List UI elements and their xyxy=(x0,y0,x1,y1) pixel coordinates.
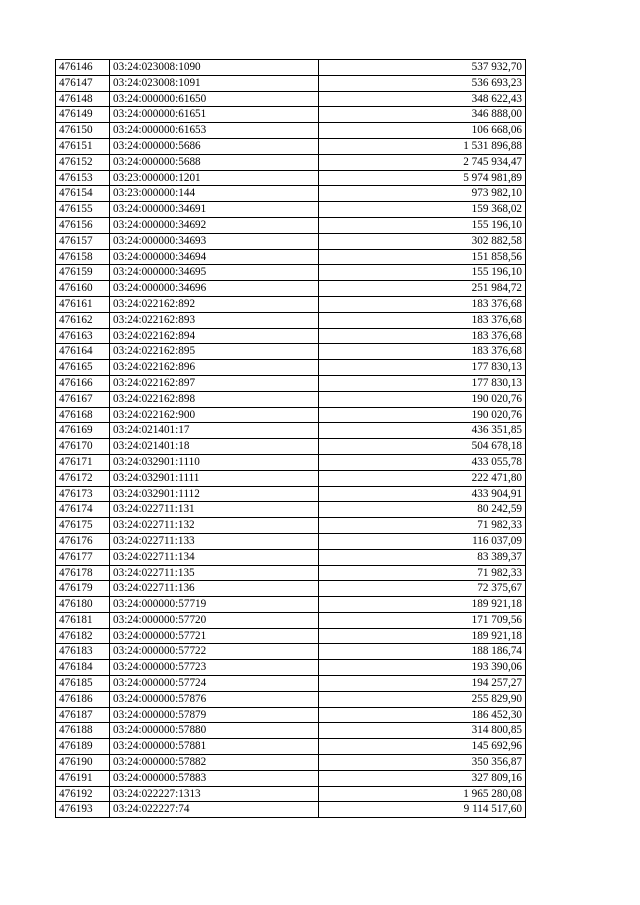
cadastral-value-cell: 116 037,09 xyxy=(319,533,526,549)
cadastral-value-cell: 183 376,68 xyxy=(319,312,526,328)
row-number-cell: 476181 xyxy=(56,612,110,628)
table-row xyxy=(56,296,526,312)
row-number-cell: 476157 xyxy=(56,233,110,249)
table-row xyxy=(56,107,526,123)
table-row xyxy=(56,581,526,597)
table-row xyxy=(56,739,526,755)
cadastral-number-cell: 03:24:022162:900 xyxy=(110,407,319,423)
table-row xyxy=(56,265,526,281)
cadastral-number-cell: 03:24:022711:133 xyxy=(110,533,319,549)
cadastral-value-cell: 71 982,33 xyxy=(319,565,526,581)
cadastral-value-cell: 350 356,87 xyxy=(319,755,526,771)
cadastral-value-cell: 183 376,68 xyxy=(319,344,526,360)
cadastral-number-cell: 03:24:022227:74 xyxy=(110,802,319,818)
cadastral-number-cell: 03:24:000000:61651 xyxy=(110,107,319,123)
cadastral-value-cell: 504 678,18 xyxy=(319,439,526,455)
table-row xyxy=(56,565,526,581)
cadastral-value-cell: 159 368,02 xyxy=(319,202,526,218)
table-row xyxy=(56,407,526,423)
cadastral-value-cell: 83 389,37 xyxy=(319,549,526,565)
table-row xyxy=(56,249,526,265)
table-row xyxy=(56,60,526,76)
cadastral-number-cell: 03:24:000000:61650 xyxy=(110,91,319,107)
cadastral-value-cell: 71 982,33 xyxy=(319,518,526,534)
cadastral-value-cell: 80 242,59 xyxy=(319,502,526,518)
row-number-cell: 476167 xyxy=(56,391,110,407)
table-row xyxy=(56,786,526,802)
table-row xyxy=(56,486,526,502)
row-number-cell: 476183 xyxy=(56,644,110,660)
cadastral-value-cell: 314 800,85 xyxy=(319,723,526,739)
cadastral-value-cell: 177 830,13 xyxy=(319,375,526,391)
table-row xyxy=(56,502,526,518)
cadastral-number-cell: 03:24:000000:57722 xyxy=(110,644,319,660)
table-row xyxy=(56,660,526,676)
row-number-cell: 476166 xyxy=(56,375,110,391)
table-row xyxy=(56,138,526,154)
row-number-cell: 476158 xyxy=(56,249,110,265)
row-number-cell: 476148 xyxy=(56,91,110,107)
table-row xyxy=(56,549,526,565)
cadastral-value-cell: 155 196,10 xyxy=(319,265,526,281)
row-number-cell: 476177 xyxy=(56,549,110,565)
cadastral-number-cell: 03:24:000000:34696 xyxy=(110,281,319,297)
cadastral-number-cell: 03:24:022711:132 xyxy=(110,518,319,534)
cadastral-value-cell: 151 858,56 xyxy=(319,249,526,265)
table-row xyxy=(56,707,526,723)
row-number-cell: 476150 xyxy=(56,123,110,139)
row-number-cell: 476151 xyxy=(56,138,110,154)
row-number-cell: 476180 xyxy=(56,597,110,613)
cadastral-value-cell: 433 055,78 xyxy=(319,454,526,470)
table-row xyxy=(56,644,526,660)
cadastral-value-cell: 171 709,56 xyxy=(319,612,526,628)
table-row xyxy=(56,344,526,360)
cadastral-value-cell: 251 984,72 xyxy=(319,281,526,297)
table-row xyxy=(56,770,526,786)
cadastral-value-cell: 973 982,10 xyxy=(319,186,526,202)
cadastral-number-cell: 03:24:032901:1110 xyxy=(110,454,319,470)
cadastral-number-cell: 03:24:000000:57723 xyxy=(110,660,319,676)
table-row xyxy=(56,628,526,644)
cadastral-value-cell: 190 020,76 xyxy=(319,391,526,407)
cadastral-number-cell: 03:24:000000:57882 xyxy=(110,755,319,771)
row-number-cell: 476173 xyxy=(56,486,110,502)
cadastral-value-cell: 346 888,00 xyxy=(319,107,526,123)
cadastral-value-cell: 189 921,18 xyxy=(319,597,526,613)
row-number-cell: 476189 xyxy=(56,739,110,755)
row-number-cell: 476193 xyxy=(56,802,110,818)
cadastral-number-cell: 03:24:022711:131 xyxy=(110,502,319,518)
cadastral-value-cell: 145 692,96 xyxy=(319,739,526,755)
cadastral-value-cell: 536 693,23 xyxy=(319,75,526,91)
cadastral-value-cell: 348 622,43 xyxy=(319,91,526,107)
cadastral-number-cell: 03:24:021401:18 xyxy=(110,439,319,455)
cadastral-number-cell: 03:24:032901:1111 xyxy=(110,470,319,486)
table-row xyxy=(56,470,526,486)
row-number-cell: 476179 xyxy=(56,581,110,597)
cadastral-value-cell: 327 809,16 xyxy=(319,770,526,786)
table-row xyxy=(56,454,526,470)
table-row xyxy=(56,423,526,439)
table-row xyxy=(56,612,526,628)
cadastral-number-cell: 03:24:022711:134 xyxy=(110,549,319,565)
row-number-cell: 476172 xyxy=(56,470,110,486)
cadastral-number-cell: 03:24:022162:898 xyxy=(110,391,319,407)
row-number-cell: 476162 xyxy=(56,312,110,328)
table-row xyxy=(56,676,526,692)
cadastral-value-cell: 193 390,06 xyxy=(319,660,526,676)
row-number-cell: 476164 xyxy=(56,344,110,360)
cadastral-value-cell: 155 196,10 xyxy=(319,217,526,233)
row-number-cell: 476152 xyxy=(56,154,110,170)
cadastral-value-cell: 255 829,90 xyxy=(319,691,526,707)
row-number-cell: 476170 xyxy=(56,439,110,455)
document-page xyxy=(55,59,525,818)
row-number-cell: 476184 xyxy=(56,660,110,676)
cadastral-number-cell: 03:24:000000:57721 xyxy=(110,628,319,644)
cadastral-value-cell: 177 830,13 xyxy=(319,360,526,376)
table-row xyxy=(56,691,526,707)
cadastral-number-cell: 03:24:032901:1112 xyxy=(110,486,319,502)
cadastral-number-cell: 03:24:023008:1091 xyxy=(110,75,319,91)
row-number-cell: 476160 xyxy=(56,281,110,297)
cadastral-number-cell: 03:24:022162:893 xyxy=(110,312,319,328)
row-number-cell: 476174 xyxy=(56,502,110,518)
cadastral-value-cell: 72 375,67 xyxy=(319,581,526,597)
row-number-cell: 476175 xyxy=(56,518,110,534)
cadastral-number-cell: 03:24:022162:896 xyxy=(110,360,319,376)
cadastral-value-cell: 183 376,68 xyxy=(319,328,526,344)
table-row xyxy=(56,375,526,391)
table-row xyxy=(56,518,526,534)
cadastral-number-cell: 03:24:000000:5688 xyxy=(110,154,319,170)
cadastral-value-cell: 433 904,91 xyxy=(319,486,526,502)
row-number-cell: 476146 xyxy=(56,60,110,76)
cadastral-value-cell: 9 114 517,60 xyxy=(319,802,526,818)
table-row xyxy=(56,328,526,344)
cadastral-value-cell: 194 257,27 xyxy=(319,676,526,692)
cadastral-number-cell: 03:24:021401:17 xyxy=(110,423,319,439)
row-number-cell: 476187 xyxy=(56,707,110,723)
cadastral-number-cell: 03:24:000000:5686 xyxy=(110,138,319,154)
table-row xyxy=(56,202,526,218)
cadastral-number-cell: 03:24:022711:135 xyxy=(110,565,319,581)
row-number-cell: 476171 xyxy=(56,454,110,470)
cadastral-number-cell: 03:24:022162:897 xyxy=(110,375,319,391)
table-row xyxy=(56,312,526,328)
cadastral-number-cell: 03:24:000000:34693 xyxy=(110,233,319,249)
table-row xyxy=(56,391,526,407)
cadastral-number-cell: 03:24:000000:57879 xyxy=(110,707,319,723)
table-row xyxy=(56,154,526,170)
table-row xyxy=(56,439,526,455)
cadastral-number-cell: 03:23:000000:144 xyxy=(110,186,319,202)
row-number-cell: 476186 xyxy=(56,691,110,707)
cadastral-number-cell: 03:24:023008:1090 xyxy=(110,60,319,76)
cadastral-value-cell: 2 745 934,47 xyxy=(319,154,526,170)
cadastral-number-cell: 03:24:022162:895 xyxy=(110,344,319,360)
cadastral-number-cell: 03:24:000000:57876 xyxy=(110,691,319,707)
table-row xyxy=(56,233,526,249)
row-number-cell: 476149 xyxy=(56,107,110,123)
cadastral-number-cell: 03:24:022162:894 xyxy=(110,328,319,344)
row-number-cell: 476155 xyxy=(56,202,110,218)
row-number-cell: 476169 xyxy=(56,423,110,439)
table-body xyxy=(56,60,526,818)
cadastral-number-cell: 03:24:000000:57719 xyxy=(110,597,319,613)
cadastral-number-cell: 03:24:000000:57720 xyxy=(110,612,319,628)
cadastral-value-cell: 222 471,80 xyxy=(319,470,526,486)
cadastral-value-cell: 188 186,74 xyxy=(319,644,526,660)
cadastral-number-cell: 03:24:000000:34694 xyxy=(110,249,319,265)
cadastral-number-cell: 03:24:000000:34692 xyxy=(110,217,319,233)
cadastral-number-cell: 03:24:022227:1313 xyxy=(110,786,319,802)
cadastral-value-cell: 5 974 981,89 xyxy=(319,170,526,186)
cadastral-number-cell: 03:24:000000:34695 xyxy=(110,265,319,281)
cadastral-value-cell: 436 351,85 xyxy=(319,423,526,439)
cadastral-number-cell: 03:24:022162:892 xyxy=(110,296,319,312)
row-number-cell: 476185 xyxy=(56,676,110,692)
row-number-cell: 476191 xyxy=(56,770,110,786)
cadastral-value-cell: 302 882,58 xyxy=(319,233,526,249)
cadastral-value-table xyxy=(55,59,526,818)
row-number-cell: 476156 xyxy=(56,217,110,233)
table-row xyxy=(56,75,526,91)
table-row xyxy=(56,217,526,233)
cadastral-value-cell: 1 531 896,88 xyxy=(319,138,526,154)
row-number-cell: 476188 xyxy=(56,723,110,739)
row-number-cell: 476182 xyxy=(56,628,110,644)
cadastral-value-cell: 106 668,06 xyxy=(319,123,526,139)
row-number-cell: 476176 xyxy=(56,533,110,549)
row-number-cell: 476190 xyxy=(56,755,110,771)
table-row xyxy=(56,281,526,297)
row-number-cell: 476154 xyxy=(56,186,110,202)
cadastral-number-cell: 03:24:000000:57881 xyxy=(110,739,319,755)
cadastral-number-cell: 03:24:000000:61653 xyxy=(110,123,319,139)
table-row xyxy=(56,123,526,139)
cadastral-value-cell: 183 376,68 xyxy=(319,296,526,312)
cadastral-value-cell: 537 932,70 xyxy=(319,60,526,76)
cadastral-number-cell: 03:23:000000:1201 xyxy=(110,170,319,186)
row-number-cell: 476147 xyxy=(56,75,110,91)
cadastral-number-cell: 03:24:000000:34691 xyxy=(110,202,319,218)
row-number-cell: 476165 xyxy=(56,360,110,376)
row-number-cell: 476192 xyxy=(56,786,110,802)
cadastral-number-cell: 03:24:000000:57880 xyxy=(110,723,319,739)
cadastral-number-cell: 03:24:000000:57724 xyxy=(110,676,319,692)
table-row xyxy=(56,723,526,739)
cadastral-number-cell: 03:24:000000:57883 xyxy=(110,770,319,786)
table-row xyxy=(56,170,526,186)
cadastral-number-cell: 03:24:022711:136 xyxy=(110,581,319,597)
row-number-cell: 476168 xyxy=(56,407,110,423)
table-row xyxy=(56,755,526,771)
cadastral-value-cell: 186 452,30 xyxy=(319,707,526,723)
table-row xyxy=(56,360,526,376)
table-row xyxy=(56,186,526,202)
cadastral-value-cell: 1 965 280,08 xyxy=(319,786,526,802)
table-row xyxy=(56,597,526,613)
row-number-cell: 476178 xyxy=(56,565,110,581)
row-number-cell: 476163 xyxy=(56,328,110,344)
row-number-cell: 476159 xyxy=(56,265,110,281)
table-row xyxy=(56,91,526,107)
row-number-cell: 476161 xyxy=(56,296,110,312)
row-number-cell: 476153 xyxy=(56,170,110,186)
table-row xyxy=(56,533,526,549)
cadastral-value-cell: 189 921,18 xyxy=(319,628,526,644)
cadastral-value-cell: 190 020,76 xyxy=(319,407,526,423)
table-row xyxy=(56,802,526,818)
